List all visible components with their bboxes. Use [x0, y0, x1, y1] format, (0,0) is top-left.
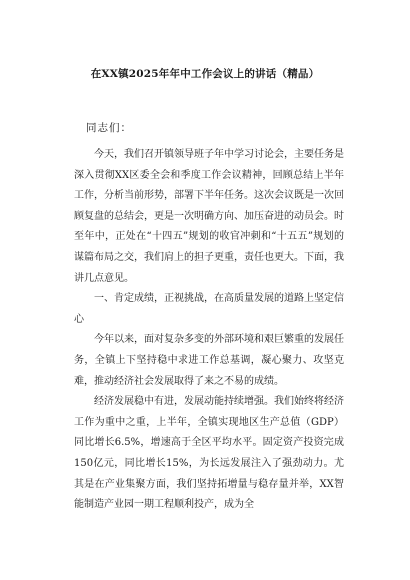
paragraph-intro: 今天，我们召开镇领导班子年中学习讨论会，主要任务是深入贯彻XX区委全会和季度工作会议精神，回顾总结上半年工作，分析当前形势，部署下半年任务。这次会议既是一次回顾复盘的总结会，更是一次明确方向、加压奋进的动员会。时至年中，正处在“十四五”规划的收官冲刺和“十五五”规划的谋篇布局之交，我们肩上的担子更重，责任也更大。下面，我讲几点意见。 [74, 149, 344, 284]
paragraph-economy: 经济发展稳中有进，发展动能持续增强。我们始终将经济工作为重中之重，上半年，全镇实现地区生产总值（GDP）同比增长6.5%，增速高于全区平均水平。固定资产投资完成150亿元，同比增长15%，为长远发展注入了强劲动力。尤其是在产业集聚方面，我们坚持拓增量与稳存量并举，XX智能制造产业园一期工程顺利投产，成为全 [74, 396, 344, 511]
section-heading-1: 一、肯定成绩，正视挑战，在高质量发展的道路上坚定信心 [74, 293, 344, 325]
document-body [74, 145, 344, 516]
paragraph-achievements: 今年以来，面对复杂多变的外部环境和艰巨繁重的发展任务，全镇上下坚持稳中求进工作总基调，凝心聚力、攻坚克难，推动经济社会发展取得了来之不易的成绩。 [74, 334, 344, 387]
document-title: 在XX镇2025年年中工作会议上的讲话（精品） [90, 68, 320, 80]
salutation: 同志们： [86, 122, 132, 134]
